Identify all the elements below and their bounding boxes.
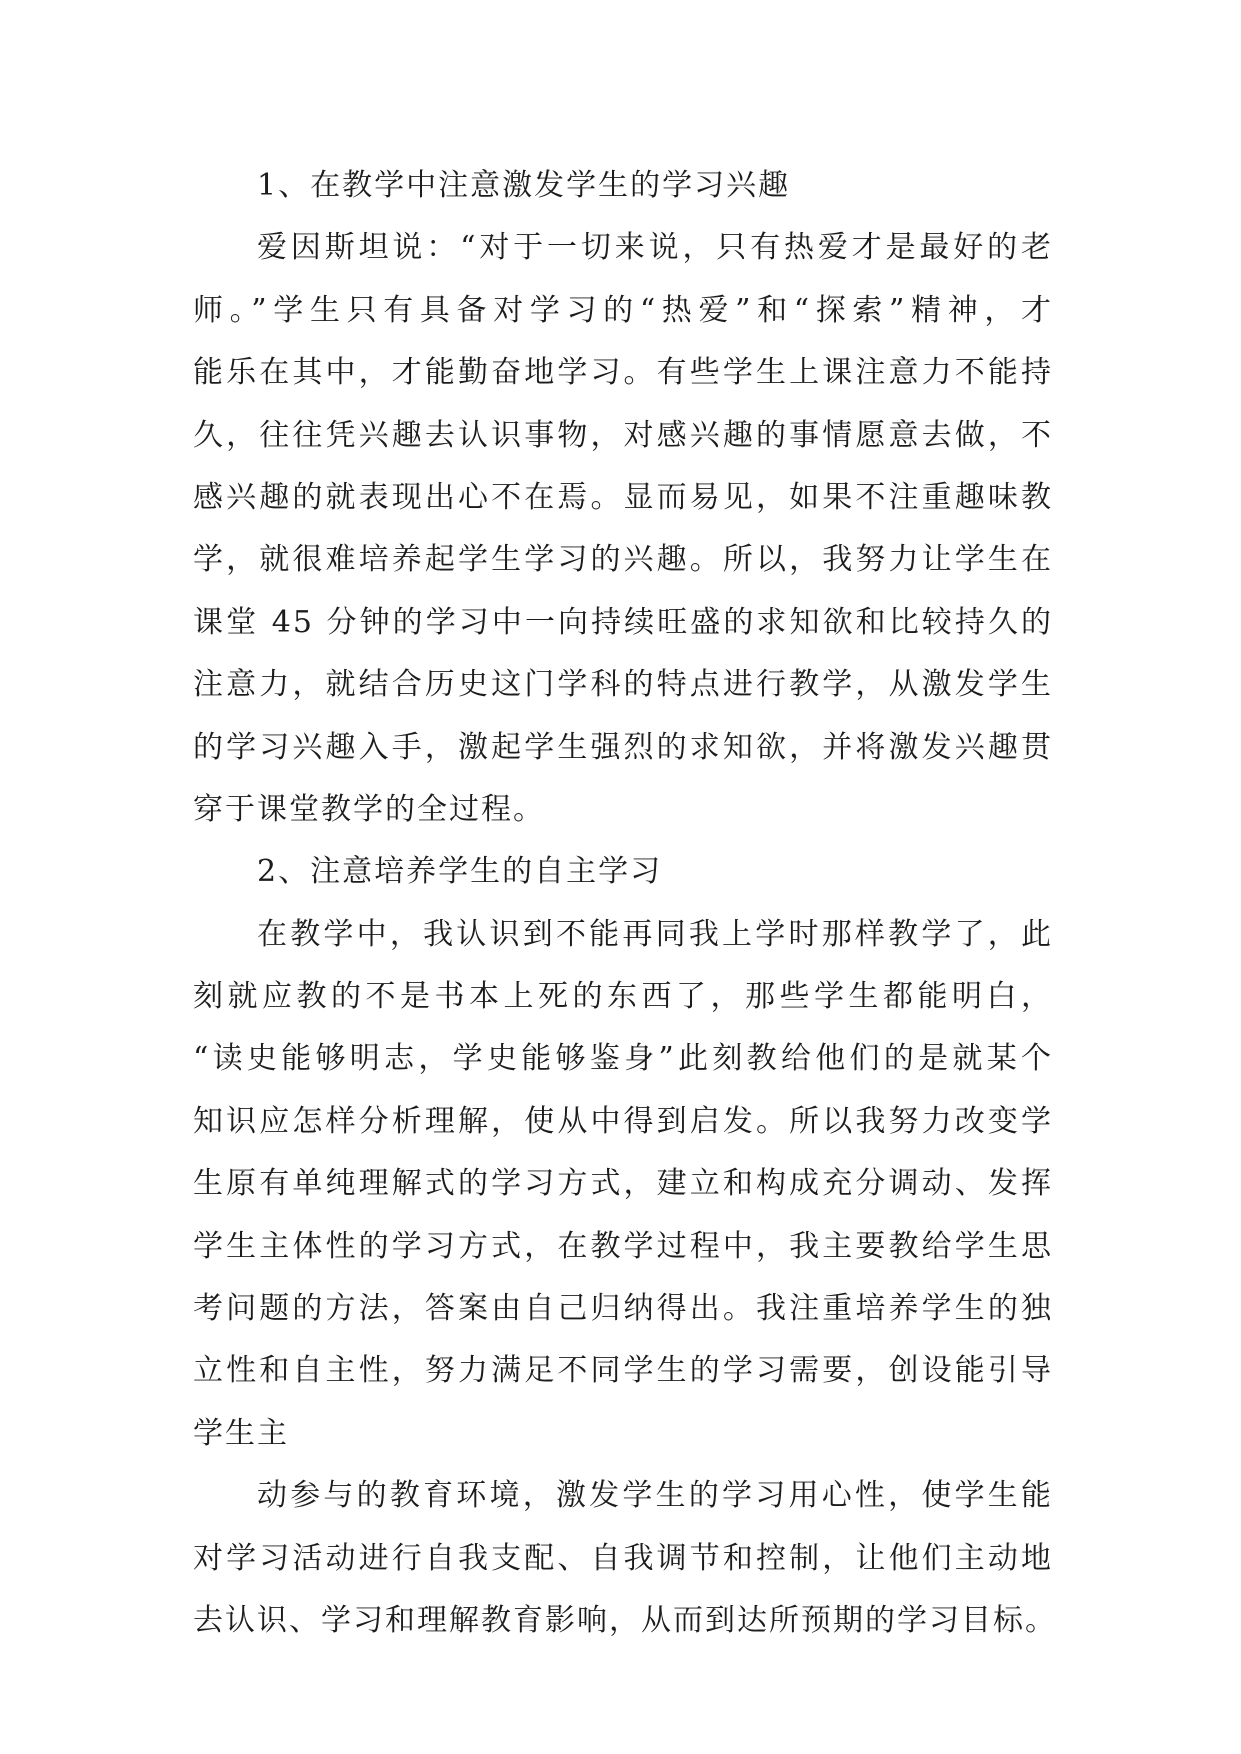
paragraph-line: 去认识、学习和理解教育影响，从而到达所预期的学习目标。 [193, 1602, 1057, 1638]
paragraph-line: 课堂 45 分钟的学习中一向持续旺盛的求知欲和比较持久的 [193, 604, 1053, 640]
paragraph-line: 学，就很难培养起学生学习的兴趣。所以，我努力让学生在 [193, 542, 1053, 578]
body-text [193, 155, 1057, 1652]
paragraph-line: 动参与的教育环境，激发学生的学习用心性，使学生能 [257, 1478, 1053, 1514]
paragraph-line: 刻就应教的不是书本上死的东西了，那些学生都能明白， [193, 979, 1053, 1015]
paragraph-line: 在教学中，我认识到不能再同我上学时那样教学了，此 [257, 916, 1053, 952]
paragraph-line: 学生主 [193, 1415, 289, 1451]
paragraph-line: 立性和自主性，努力满足不同学生的学习需要，创设能引导 [193, 1353, 1053, 1389]
paragraph-line: 爱因斯坦说：“对于一切来说，只有热爱才是最好的老 [257, 230, 1053, 266]
paragraph-line: 的学习兴趣入手，激起学生强烈的求知欲，并将激发兴趣贯 [193, 729, 1053, 765]
paragraph-line: 知识应怎样分析理解，使从中得到启发。所以我努力改变学 [193, 1103, 1053, 1139]
paragraph-line: 对学习活动进行自我支配、自我调节和控制，让他们主动地 [193, 1540, 1053, 1576]
heading-line: 1、在教学中注意激发学生的学习兴趣 [257, 168, 791, 203]
paragraph-line: 穿于课堂教学的全过程。 [193, 791, 545, 827]
paragraph-line: 久，往往凭兴趣去认识事物，对感兴趣的事情愿意去做，不 [193, 417, 1053, 453]
heading-line: 2、注意培养学生的自主学习 [257, 854, 663, 890]
paragraph-line: 考问题的方法，答案由自己归纳得出。我注重培养学生的独 [193, 1291, 1053, 1327]
paragraph-line: “读史能够明志，学史能够鉴身”此刻教给他们的是就某个 [193, 1041, 1053, 1077]
paragraph-line: 生原有单纯理解式的学习方式，建立和构成充分调动、发挥 [193, 1166, 1053, 1202]
paragraph-line: 能乐在其中，才能勤奋地学习。有些学生上课注意力不能持 [193, 355, 1053, 391]
paragraph-line: 感兴趣的就表现出心不在焉。显而易见，如果不注重趣味教 [193, 479, 1053, 515]
paragraph-line: 学生主体性的学习方式，在教学过程中，我主要教给学生思 [193, 1228, 1053, 1264]
paragraph-line: 师。”学生只有具备对学习的“热爱”和“探索”精神，才 [193, 292, 1053, 328]
paragraph-line: 注意力，就结合历史这门学科的特点进行教学，从激发学生 [193, 667, 1053, 703]
